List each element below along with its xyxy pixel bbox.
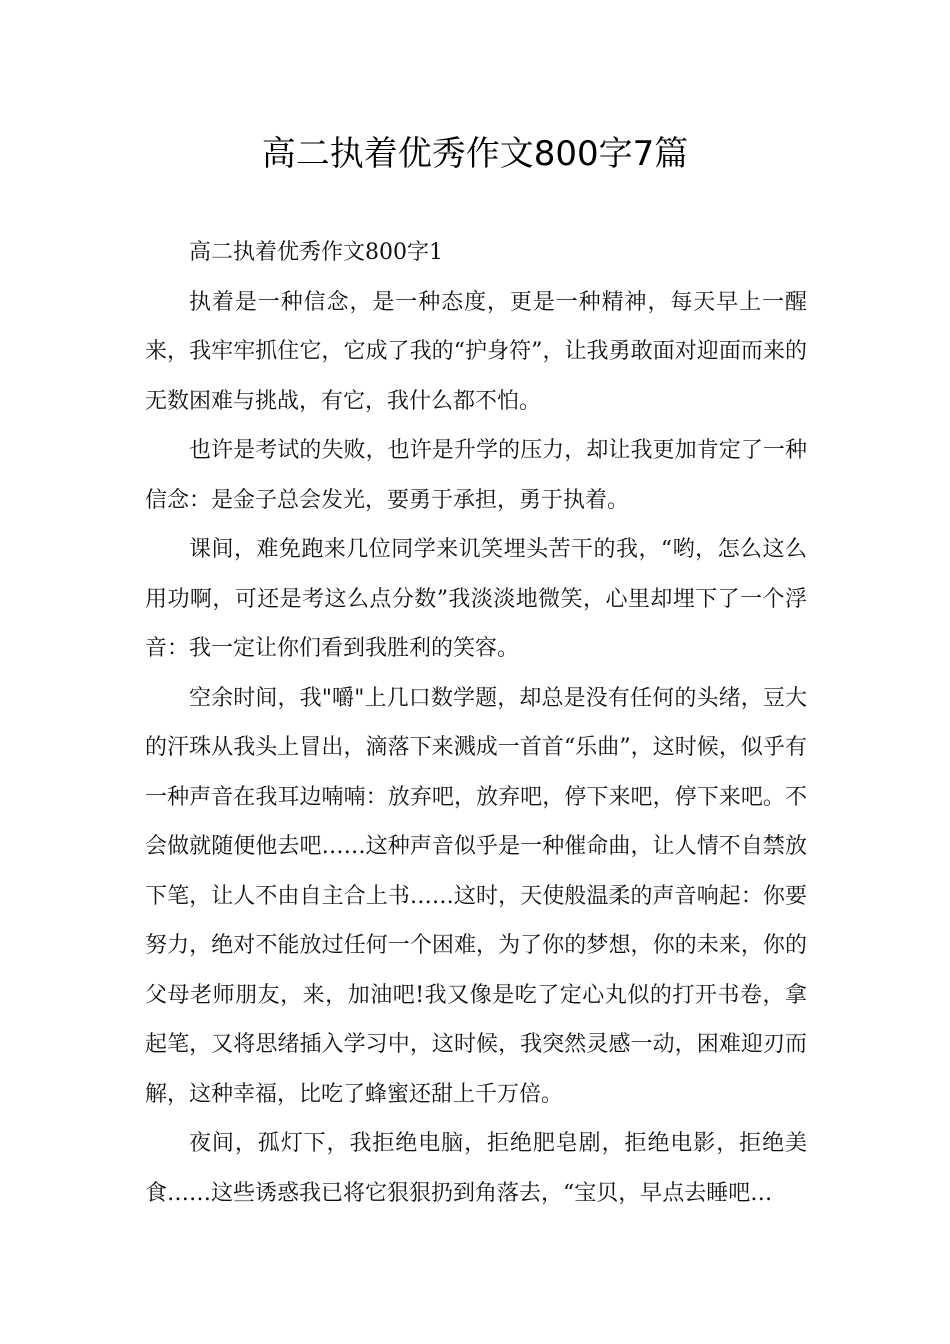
paragraph-4: 空余时间，我"嚼"上几口数学题，却总是没有任何的头绪，豆大的汗珠从我头上冒出，滴落下来溅成一首首“乐曲”，这时候，似乎有一种声音在我耳边喃喃：放弃吧，放弃吧，停下来吧，停下来吧。不会做就随便他去吧……这种声音似乎是一种催命曲，让人情不自禁放下笔，让人不由自主合上书……这时，天使般温柔的声音响起：你要努力，绝对不能放过任何一个困难，为了你的梦想，你的未来，你的父母老师朋友，来，加油吧!我又像是吃了定心丸似的打开书卷，拿起笔，又将思绪插入学习中，这时候，我突然灵感一动，困难迎刃而解，这种幸福，比吃了蜂蜜还甜上千万倍。 [145,685,807,1107]
paragraph-5: 夜间，孤灯下，我拒绝电脑，拒绝肥皂剧，拒绝电影，拒绝美食……这些诱惑我已将它狠狠扔到角落去，“宝贝，早点去睡吧… [145,1131,807,1206]
document-body [145,228,807,1218]
section-heading: 高二执着优秀作文800字1 [189,240,443,265]
document-title: 高二执着优秀作文800字7篇 [261,134,689,174]
paragraph-2: 也许是考试的失败，也许是升学的压力，却让我更加肯定了一种信念：是金子总会发光，要勇于承担，勇于执着。 [145,438,807,513]
paragraph-1: 执着是一种信念，是一种态度，更是一种精神，每天早上一醒来，我牢牢抓住它，它成了我的“护身符”，让我勇敢面对迎面而来的无数困难与挑战，有它，我什么都不怕。 [145,289,807,414]
paragraph-3: 课间，难免跑来几位同学来讥笑埋头苦干的我，“哟，怎么这么用功啊，可还是考这么点分数”我淡淡地微笑，心里却埋下了一个浮音：我一定让你们看到我胜利的笑容。 [145,537,807,661]
